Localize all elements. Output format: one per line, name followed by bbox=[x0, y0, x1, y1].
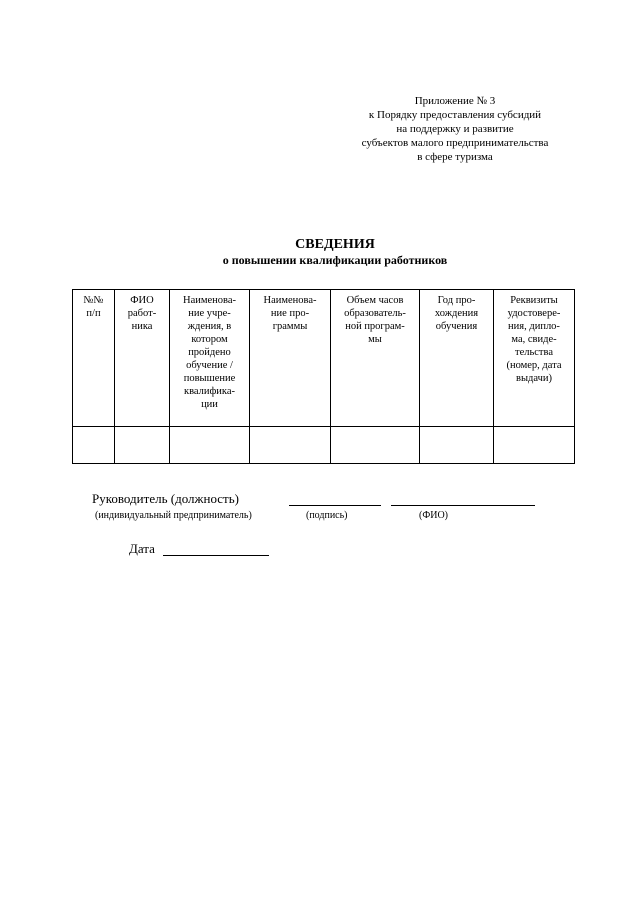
appendix-line: субъектов малого предпринимательства bbox=[361, 137, 549, 149]
header-program: Наименова- ние про- граммы bbox=[250, 290, 331, 427]
header-employee-name: ФИО работ- ника bbox=[115, 290, 170, 427]
header-institution: Наименова- ние учре- ждения, в котором пройдено обучение / повышение квалифика- ции bbox=[170, 290, 250, 427]
table-cell[interactable] bbox=[494, 427, 575, 464]
appendix-line: в сфере туризма bbox=[417, 151, 493, 163]
appendix-block bbox=[330, 94, 580, 164]
table-cell[interactable] bbox=[420, 427, 494, 464]
title-subtitle: о повышении квалификации работников bbox=[222, 253, 448, 267]
date-line[interactable] bbox=[163, 555, 269, 556]
table-cell[interactable] bbox=[331, 427, 420, 464]
table-cell[interactable] bbox=[250, 427, 331, 464]
appendix-line: на поддержку и развитие bbox=[396, 123, 514, 135]
table-cell[interactable] bbox=[115, 427, 170, 464]
date-label: Дата bbox=[129, 541, 155, 556]
header-year: Год про- хождения обучения bbox=[420, 290, 494, 427]
appendix-line: Приложение № 3 bbox=[414, 95, 496, 107]
appendix-line: к Порядку предоставления субсидий bbox=[368, 109, 542, 121]
table-header-row bbox=[73, 290, 575, 427]
header-hours: Объем часов образователь- ной програм- мы bbox=[331, 290, 420, 427]
signature-line[interactable] bbox=[289, 505, 381, 506]
document-title bbox=[0, 236, 640, 268]
table-row bbox=[73, 427, 575, 464]
table-cell[interactable] bbox=[73, 427, 115, 464]
signature-label: Руководитель (должность) bbox=[92, 491, 239, 506]
name-line[interactable] bbox=[391, 505, 535, 506]
table-cell[interactable] bbox=[170, 427, 250, 464]
caption-name: (ФИО) bbox=[419, 510, 449, 521]
caption-signature: (подпись) bbox=[306, 510, 348, 521]
title-main: СВЕДЕНИЯ bbox=[295, 237, 375, 252]
training-table bbox=[72, 289, 575, 464]
header-certificate: Реквизиты удостовере- ния, дипло- ма, свиде- тельства (номер, дата выдачи) bbox=[494, 290, 575, 427]
header-number: №№ п/п bbox=[73, 290, 115, 427]
caption-person: (индивидуальный предприниматель) bbox=[95, 510, 252, 521]
